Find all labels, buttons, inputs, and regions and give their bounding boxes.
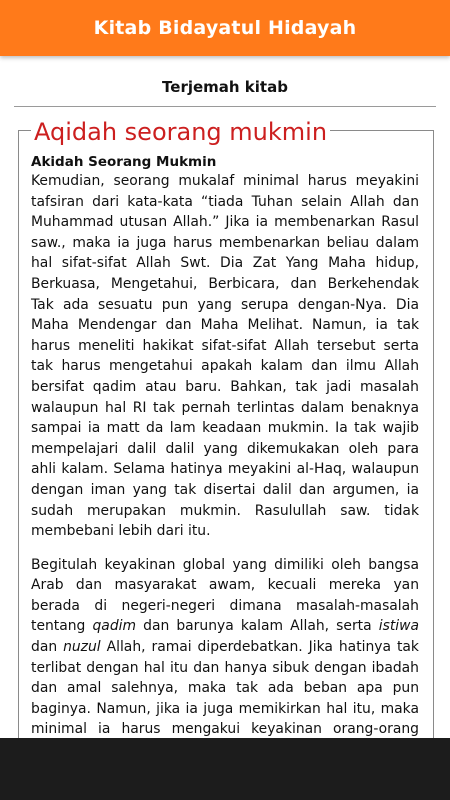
subheader-divider [14, 106, 436, 107]
section-heading: Aqidah seorang mukmin [31, 118, 330, 146]
article-subtitle: Akidah Seorang Mukmin [31, 154, 217, 170]
page-subheader [0, 56, 450, 110]
text-segment: dan [31, 639, 64, 656]
text-segment: Begitulah keyakinan global yang dimiliki oleh bangsa Arab dan masyarakat awam, kecuali mereka yan berada di negeri-negeri dimana masalah-masalah tentang [31, 556, 419, 635]
page-subtitle: Terjemah kitab [162, 78, 288, 96]
app-title: Kitab Bidayatul Hidayah [93, 17, 357, 39]
system-navigation-bar [0, 738, 450, 800]
text-segment: Allah, ramai diperdebatkan. Jika hatinya tak terlibat dengan hal itu dan hanya sibuk dengan ibadah dan amal salehnya, maka tak ada beban apa pun baginya. Namun, jika ia juga memikirkan hal itu, maka minimal ia harus mengakui keyakinan orang-orang [31, 639, 419, 738]
article-paragraphs [31, 171, 419, 781]
italic-term: nuzul [63, 639, 101, 656]
article-frame[interactable] [18, 118, 434, 771]
text-segment: dan barunya kalam Allah, serta [136, 618, 379, 635]
article-body [31, 153, 419, 781]
article-paragraph [31, 171, 419, 542]
italic-term: qadim [92, 618, 137, 635]
italic-term: istiwa [378, 618, 420, 635]
app-bar [0, 0, 450, 56]
text-segment: Kemudian, seorang mukalaf minimal harus meyakini tafsiran dari kata-kata “tiada Tuhan selain Allah dan Muhammad utusan Allah.” Jika ia membenarkan Rasul saw., maka ia juga harus membenarkan beliau dalam hal sifat-sifat Allah Swt. Dia Zat Yang Maha hidup, Berkuasa, Mengetahui, Berbicara, dan Berkehendak Tak ada sesuatu pun yang serupa dengan-Nya. Dia Maha Mendengar dan Maha Melihat. Namun, ia tak harus meneliti hakikat sifat-sifat Allah tersebut serta tak harus mengetahui apakah kalam dan ilmu Allah bersifat qadim atau baru. Bahkan, tak jadi masalah walaupun hal RI tak pernah terlintas dalam benaknya sampai ia matt da lam keadaan mukmin. Ia tak wajib mempelajari dalil dalil yang dikemukakan oleh para ahli kalam. Selama hatinya meyakini al-Haq, walaupun dengan iman yang tak disertai dalil dan argumen, ia sudah merupakan mukmin. Rasulullah saw. tidak membebani lebih dari itu. [31, 173, 419, 540]
